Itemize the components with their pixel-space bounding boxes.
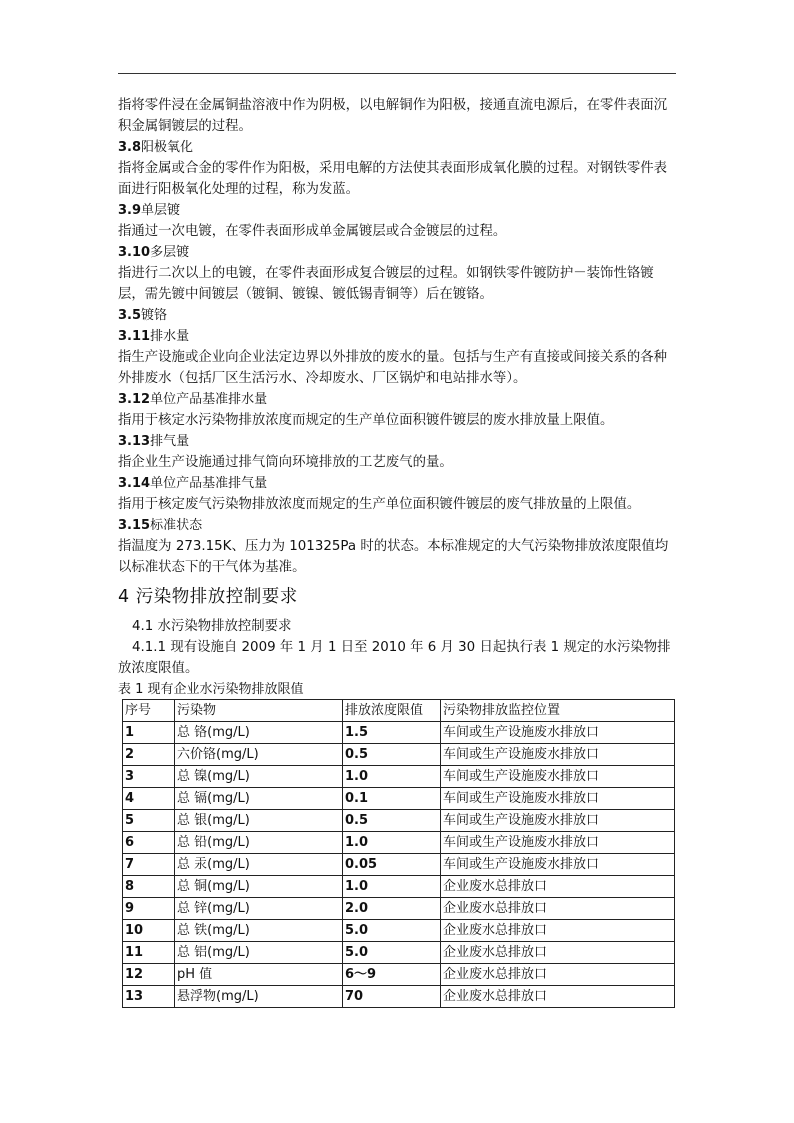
cell-index: 4 (123, 788, 175, 810)
heading-title: 排气量 (150, 434, 190, 449)
definition-heading (118, 200, 678, 221)
cell-index: 6 (123, 832, 175, 854)
heading-title: 单层镀 (141, 203, 181, 218)
header-limit: 排放浓度限值 (343, 700, 441, 722)
heading-number: 3.12 (118, 392, 151, 407)
heading-number: 3.10 (118, 245, 151, 260)
heading-title: 镀铬 (141, 308, 168, 323)
document-body (118, 95, 678, 1008)
cell-index: 9 (123, 898, 175, 920)
heading-number: 3.9 (118, 203, 142, 218)
cell-pollutant: 总 镉(mg/L) (175, 788, 343, 810)
subsection-title: 4.1 水污染物排放控制要求 (132, 619, 292, 634)
cell-index: 12 (123, 964, 175, 986)
cell-index: 13 (123, 986, 175, 1008)
definition-heading (118, 431, 678, 452)
table-header-row (123, 700, 675, 722)
cell-pollutant: 总 银(mg/L) (175, 810, 343, 832)
header-rule (118, 73, 676, 74)
table-row (123, 876, 675, 898)
definition-text: 指生产设施或企业向企业法定边界以外排放的废水的量。包括与生产有直接或间接关系的各种外排废水（包括厂区生活污水、冷却废水、厂区锅炉和电站排水等）。 (118, 350, 668, 386)
cell-location: 企业废水总排放口 (441, 986, 675, 1008)
cell-location: 企业废水总排放口 (441, 942, 675, 964)
clause-text: 4.1.1 现有设施自 2009 年 1 月 1 日至 2010 年 6 月 30 日起执行表 1 规定的水污染物排放浓度限值。 (118, 640, 671, 676)
table-row (123, 920, 675, 942)
cell-limit: 1.0 (343, 832, 441, 854)
cell-pollutant: 总 汞(mg/L) (175, 854, 343, 876)
definition-heading (118, 326, 678, 347)
definition-text: 指用于核定废气污染物排放浓度而规定的生产单位面积镀件镀层的废气排放量的上限值。 (118, 497, 641, 512)
cell-index: 7 (123, 854, 175, 876)
cell-pollutant: 总 镍(mg/L) (175, 766, 343, 788)
definition-text: 指将金属或合金的零件作为阳极，采用电解的方法使其表面形成氧化膜的过程。对钢铁零件表面进行阳极氧化处理的过程，称为发蓝。 (118, 161, 668, 197)
cell-limit: 6～9 (343, 964, 441, 986)
table-row (123, 788, 675, 810)
cell-location: 车间或生产设施废水排放口 (441, 722, 675, 744)
definition-text: 指用于核定水污染物排放浓度而规定的生产单位面积镀件镀层的废水排放量上限值。 (118, 413, 614, 428)
cell-limit: 70 (343, 986, 441, 1008)
table-row (123, 744, 675, 766)
cell-limit: 0.05 (343, 854, 441, 876)
cell-index: 3 (123, 766, 175, 788)
header-location: 污染物排放监控位置 (441, 700, 675, 722)
table-row (123, 986, 675, 1008)
heading-title: 标准状态 (150, 518, 203, 533)
cell-index: 11 (123, 942, 175, 964)
table-row (123, 942, 675, 964)
table-row (123, 854, 675, 876)
table-caption: 表 1 现有企业水污染物排放限值 (118, 682, 304, 697)
definition-heading (118, 242, 678, 263)
header-pollutant: 污染物 (175, 700, 343, 722)
cell-index: 10 (123, 920, 175, 942)
cell-pollutant: 总 铅(mg/L) (175, 832, 343, 854)
heading-number: 3.14 (118, 476, 151, 491)
table-row (123, 722, 675, 744)
cell-pollutant: 总 铝(mg/L) (175, 942, 343, 964)
header-index: 序号 (123, 700, 175, 722)
cell-location: 车间或生产设施废水排放口 (441, 810, 675, 832)
definition-text: 指企业生产设施通过排气筒向环境排放的工艺废气的量。 (118, 455, 453, 470)
cell-limit: 0.1 (343, 788, 441, 810)
table-row (123, 898, 675, 920)
cell-limit: 1.0 (343, 766, 441, 788)
definition-heading (118, 137, 678, 158)
section-title: 4 污染物排放控制要求 (118, 587, 298, 607)
heading-number: 3.5 (118, 308, 142, 323)
cell-index: 5 (123, 810, 175, 832)
cell-location: 车间或生产设施废水排放口 (441, 854, 675, 876)
definition-text: 指将零件浸在金属铜盐溶液中作为阴极，以电解铜作为阳极，接通直流电源后，在零件表面沉积金属铜镀层的过程。 (118, 98, 668, 134)
cell-location: 车间或生产设施废水排放口 (441, 832, 675, 854)
heading-title: 排水量 (150, 329, 190, 344)
heading-number: 3.15 (118, 518, 151, 533)
table-row (123, 832, 675, 854)
definition-heading (118, 515, 678, 536)
cell-pollutant: 总 铬(mg/L) (175, 722, 343, 744)
cell-limit: 0.5 (343, 810, 441, 832)
cell-pollutant: 总 铜(mg/L) (175, 876, 343, 898)
cell-pollutant: pH 值 (175, 964, 343, 986)
cell-index: 1 (123, 722, 175, 744)
cell-location: 车间或生产设施废水排放口 (441, 744, 675, 766)
heading-title: 单位产品基准排气量 (150, 476, 268, 491)
cell-location: 企业废水总排放口 (441, 964, 675, 986)
table-row (123, 810, 675, 832)
definition-text: 指温度为 273.15K、压力为 101325Pa 时的状态。本标准规定的大气污染物排放浓度限值均以标准状态下的干气体为基准。 (118, 539, 669, 575)
definition-heading (118, 389, 678, 410)
heading-title: 阳极氧化 (141, 140, 194, 155)
cell-location: 车间或生产设施废水排放口 (441, 788, 675, 810)
heading-number: 3.11 (118, 329, 151, 344)
heading-title: 多层镀 (150, 245, 190, 260)
cell-limit: 1.5 (343, 722, 441, 744)
heading-number: 3.8 (118, 140, 142, 155)
definition-heading (118, 473, 678, 494)
definition-text: 指进行二次以上的电镀，在零件表面形成复合镀层的过程。如钢铁零件镀防护－装饰性铬镀层，需先镀中间镀层（镀铜、镀镍、镀低锡青铜等）后在镀铬。 (118, 266, 654, 302)
definition-text: 指通过一次电镀，在零件表面形成单金属镀层或合金镀层的过程。 (118, 224, 507, 239)
cell-pollutant: 总 铁(mg/L) (175, 920, 343, 942)
cell-location: 企业废水总排放口 (441, 920, 675, 942)
cell-index: 2 (123, 744, 175, 766)
cell-pollutant: 悬浮物(mg/L) (175, 986, 343, 1008)
cell-pollutant: 总 锌(mg/L) (175, 898, 343, 920)
cell-location: 企业废水总排放口 (441, 876, 675, 898)
cell-limit: 5.0 (343, 920, 441, 942)
cell-limit: 0.5 (343, 744, 441, 766)
cell-limit: 5.0 (343, 942, 441, 964)
heading-title: 单位产品基准排水量 (150, 392, 268, 407)
definitions-section (118, 95, 678, 578)
heading-number: 3.13 (118, 434, 151, 449)
table-row (123, 766, 675, 788)
cell-location: 企业废水总排放口 (441, 898, 675, 920)
definition-heading (118, 305, 678, 326)
cell-limit: 1.0 (343, 876, 441, 898)
table-row (123, 964, 675, 986)
cell-pollutant: 六价铬(mg/L) (175, 744, 343, 766)
emission-limits-table (122, 699, 675, 1008)
cell-index: 8 (123, 876, 175, 898)
cell-limit: 2.0 (343, 898, 441, 920)
cell-location: 车间或生产设施废水排放口 (441, 766, 675, 788)
